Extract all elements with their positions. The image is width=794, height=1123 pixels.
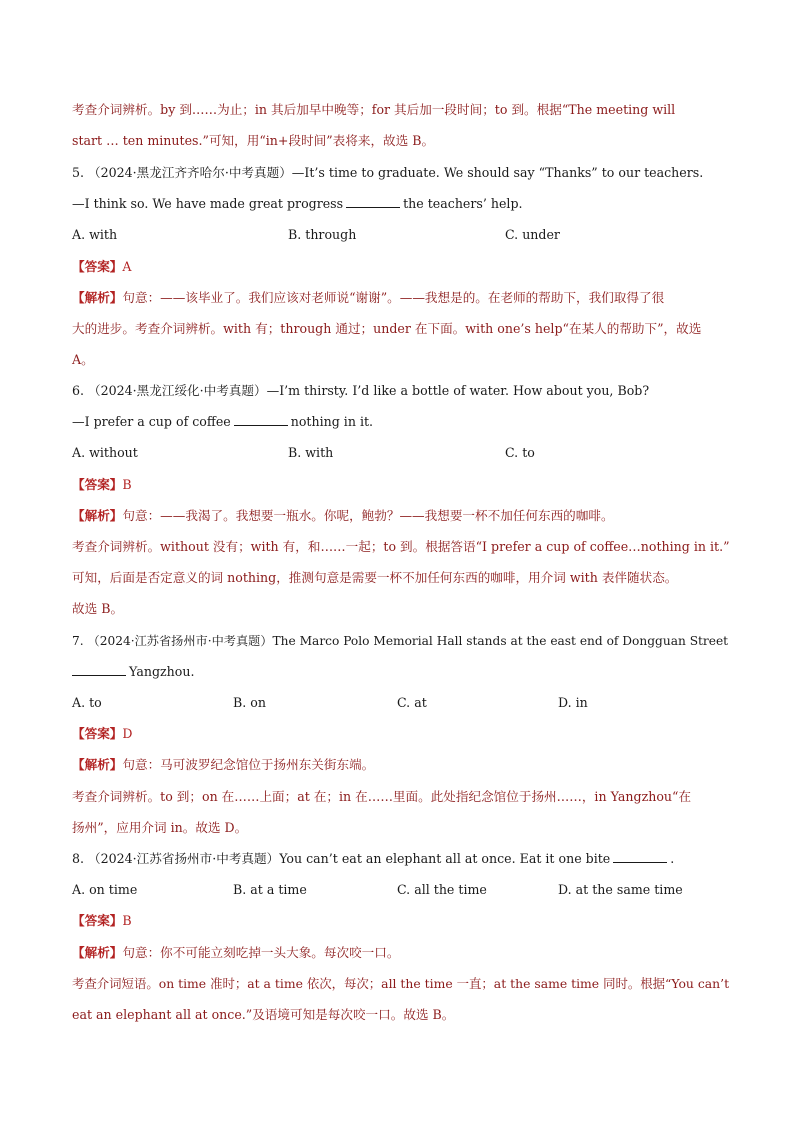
q7-explanation-line-1 [72,756,734,774]
q8-answer-value: B [122,913,132,928]
q5-stem-text-b: the teachers’ help. [403,196,523,211]
q6-explanation-tag: 【解析】 [72,508,123,523]
q8-explanation-line-1 [72,944,734,962]
q5-explanation-line-1 [72,289,734,307]
q8-option-d: D. at the same time [558,882,683,897]
q5-option-c: C. under [505,227,560,242]
q7-stem-text-b: Yangzhou. [129,664,195,679]
q7-option-c: C. at [397,695,427,710]
q6-explanation-line-3: 可知，后面是否定意义的词 nothing，推测句意是需要一杯不加任何东西的咖啡，用介词 with 表伴随状态。 [72,570,678,585]
q8-explanation-tag: 【解析】 [72,945,123,960]
q8-answer [72,912,734,930]
q7-explanation-line-2: 考查介词辨析。to 到；on 在……上面；at 在；in 在……里面。此处指纪念馆位于扬州……，in Yangzhou“在 [72,789,692,804]
q7-explanation-line-3: 扬州”，应用介词 in。故选 D。 [72,820,248,835]
q7-answer-value: D [122,726,133,741]
q5-explanation-tag: 【解析】 [72,290,123,305]
q5-blank [346,195,400,208]
q5-answer-value: A [122,259,132,274]
q5-stem-line-1: 5. （2024·黑龙江齐齐哈尔·中考真题）—It’s time to graduate. We should say “Thanks” to our teachers. [72,165,704,180]
q5-answer-tag: 【答案】 [72,259,123,274]
q8-explanation-line-2: 考查介词短语。on time 准时；at a time 依次，每次；all the time 一直；at the same time 同时。根据“You can’t [72,976,730,991]
q6-stem-text-a: —I prefer a cup of coffee [72,414,231,429]
q7-explanation-tag: 【解析】 [72,757,123,772]
q7-stem-line-1: 7. （2024·江苏省扬州市·中考真题）The Marco Polo Memorial Hall stands at the east end of Dongguan Street [72,634,729,648]
q8-stem-text-b: . [670,851,675,866]
q5-explanation-text-1: 句意：——该毕业了。我们应该对老师说“谢谢”。——我想是的。在老师的帮助下，我们取得了很 [122,290,665,305]
q5-option-a: A. with [72,227,118,242]
q5-stem-text-a: —I think so. We have made great progress [72,196,344,211]
q8-option-a: A. on time [72,882,138,897]
q5-stem-line-2 [72,195,734,213]
q5-answer [72,258,734,276]
q6-blank [234,413,288,426]
q6-explanation-line-4: 故选 B。 [72,601,124,616]
q6-option-b: B. with [288,445,334,460]
q6-option-a: A. without [72,445,138,460]
q6-explanation-line-1 [72,507,734,525]
q7-explanation-text-1: 句意：马可波罗纪念馆位于扬州东关街东端。 [122,757,375,772]
q6-answer-tag: 【答案】 [72,477,123,492]
q8-stem-line-1 [72,850,734,868]
q7-option-a: A. to [72,695,102,710]
q5-option-b: B. through [288,227,357,242]
q5-explanation-line-3: A。 [72,352,94,367]
q6-stem-text-b: nothing in it. [290,414,374,429]
q4-explanation-line-2: start … ten minutes.”可知，用“in+段时间”表将来，故选 B。 [72,133,435,148]
q5-explanation-line-2: 大的进步。考查介词辨析。with 有；through 通过；under 在下面。with one’s help“在某人的帮助下”，故选 [72,321,702,336]
q6-answer-value: B [122,477,132,492]
q7-stem-line-2 [69,663,734,681]
q8-explanation-line-3: eat an elephant all at once.”及语境可知是每次咬一口。故选 B。 [72,1007,455,1022]
q7-answer [72,725,734,743]
q8-stem-text-a: 8. （2024·江苏省扬州市·中考真题）You can’t eat an elephant all at once. Eat it one bite [72,851,611,866]
q7-answer-tag: 【答案】 [72,726,123,741]
q6-stem-line-2 [72,413,734,431]
q6-option-c: C. to [505,445,535,460]
q8-explanation-text-1: 句意：你不可能立刻吃掉一头大象。每次咬一口。 [122,945,400,960]
q8-option-b: B. at a time [233,882,307,897]
q8-answer-tag: 【答案】 [72,913,123,928]
q7-blank [72,663,126,676]
q6-stem-line-1: 6. （2024·黑龙江绥化·中考真题）—I’m thirsty. I’d like a bottle of water. How about you, Bob? [72,383,650,398]
q6-explanation-line-2: 考查介词辨析。without 没有；with 有，和……一起；to 到。根据答语“I prefer a cup of coffee…nothing in it.” [72,539,730,554]
q4-explanation-line-1: 考查介词辨析。by 到……为止；in 其后加早中晚等；for 其后加一段时间；to 到。根据“The meeting will [72,102,676,117]
q7-option-b: B. on [233,695,266,710]
q6-answer [72,476,734,494]
q8-blank [613,850,667,863]
q6-explanation-text-1: 句意：——我渴了。我想要一瓶水。你呢，鲍勃？——我想要一杯不加任何东西的咖啡。 [122,508,614,523]
q8-option-c: C. all the time [397,882,487,897]
q7-option-d: D. in [558,695,588,710]
